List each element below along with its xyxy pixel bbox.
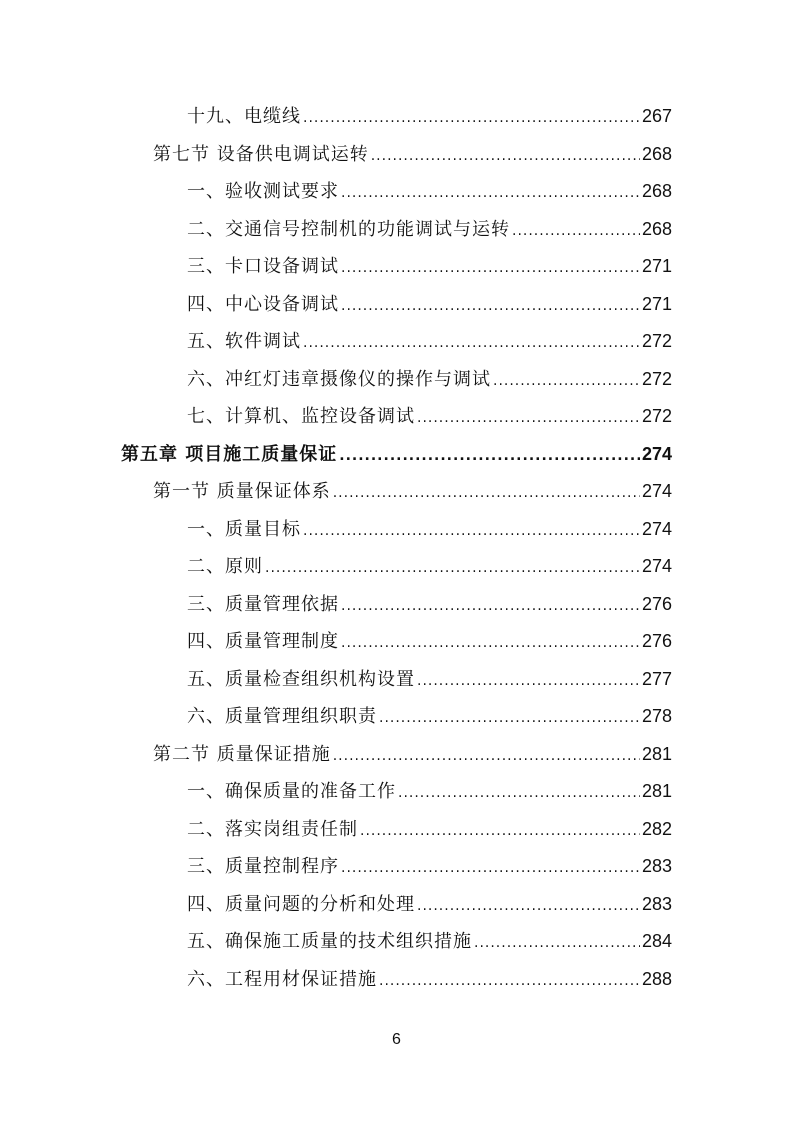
toc-entry-page: 281 [641, 743, 672, 764]
toc-entry[interactable] [153, 139, 672, 169]
toc-entry-page: 272 [641, 331, 672, 351]
toc-entry-page: 267 [641, 106, 672, 126]
toc-entry-page: 288 [641, 968, 672, 989]
toc-entry-label: 第七节 设备供电调试运转 [153, 143, 369, 165]
toc-entry-page: 274 [641, 481, 672, 501]
dot-leader [398, 778, 640, 808]
toc-entry-label: 四、质量问题的分析和处理 [187, 893, 415, 915]
dot-leader [341, 853, 640, 883]
toc-entry[interactable] [187, 851, 672, 881]
dot-leader [379, 966, 640, 996]
toc-entry-chapter[interactable] [121, 439, 672, 469]
dot-leader [341, 628, 640, 658]
toc-entry-label: 四、中心设备调试 [187, 293, 339, 315]
toc-entry[interactable] [187, 401, 672, 431]
toc-entry-label: 七、计算机、监控设备调试 [187, 406, 415, 427]
dot-leader [512, 216, 640, 246]
dot-leader [417, 891, 640, 921]
toc-entry[interactable] [187, 626, 672, 656]
toc-entry-page: 284 [641, 931, 672, 951]
dot-leader [333, 478, 640, 508]
toc-entry-label: 第五章 项目施工质量保证 [121, 443, 338, 465]
page-number: 6 [392, 1031, 401, 1048]
toc-entry-label: 十九、电缆线 [187, 106, 301, 127]
toc-entry-page: 278 [641, 706, 672, 726]
dot-leader [341, 178, 640, 208]
toc-entry-label: 二、落实岗组责任制 [187, 818, 358, 840]
toc-entry-label: 五、软件调试 [187, 331, 301, 352]
dot-leader [303, 328, 640, 358]
dot-leader [360, 816, 640, 846]
toc-entry-label: 六、冲红灯违章摄像仪的操作与调试 [187, 368, 491, 390]
toc-entry[interactable] [187, 251, 672, 281]
toc-entry-page: 274 [641, 556, 672, 576]
toc-entry[interactable] [187, 701, 672, 731]
dot-leader [379, 703, 640, 733]
toc-entry[interactable] [187, 664, 672, 694]
toc-entry[interactable] [187, 101, 672, 131]
toc-entry-page: 274 [641, 443, 672, 464]
toc-entry-page: 276 [641, 631, 672, 651]
toc-entry[interactable] [187, 814, 672, 844]
toc-entry[interactable] [187, 889, 672, 919]
toc-entry[interactable] [187, 326, 672, 356]
toc-entry[interactable] [187, 964, 672, 994]
toc-entry-page: 268 [641, 143, 672, 164]
dot-leader [371, 141, 640, 171]
toc-entry[interactable] [187, 214, 672, 244]
toc-entry[interactable] [187, 364, 672, 394]
toc-entry[interactable] [187, 926, 672, 956]
dot-leader [265, 553, 640, 583]
toc-entry-label: 二、原则 [187, 556, 263, 577]
toc-entry[interactable] [187, 551, 672, 581]
toc-entry-label: 四、质量管理制度 [187, 631, 339, 652]
toc-entry-label: 三、质量管理依据 [187, 593, 339, 615]
toc-entry-label: 第一节 质量保证体系 [153, 481, 331, 502]
toc-entry-page: 268 [641, 218, 672, 239]
toc-entry-page: 271 [641, 256, 672, 276]
dot-leader [341, 291, 640, 321]
toc-entry-label: 第二节 质量保证措施 [153, 743, 331, 765]
toc-entry[interactable] [187, 514, 672, 544]
toc-entry-page: 272 [641, 368, 672, 389]
toc-entry-label: 六、质量管理组织职责 [187, 706, 377, 727]
dot-leader [303, 103, 640, 133]
dot-leader [417, 666, 640, 696]
toc-entry-page: 268 [641, 181, 672, 201]
toc-entry-label: 六、工程用材保证措施 [187, 968, 377, 990]
dot-leader [341, 591, 640, 621]
toc-entry-label: 一、确保质量的准备工作 [187, 781, 396, 802]
toc-entry-label: 五、质量检查组织机构设置 [187, 668, 415, 690]
toc-entry-page: 274 [641, 518, 672, 539]
toc-entry-page: 272 [641, 406, 672, 426]
toc-entry-label: 三、质量控制程序 [187, 856, 339, 877]
toc-entry-label: 二、交通信号控制机的功能调试与运转 [187, 218, 510, 240]
toc-entry-label: 三、卡口设备调试 [187, 256, 339, 277]
toc-entry[interactable] [187, 776, 672, 806]
toc-entry[interactable] [187, 176, 672, 206]
dot-leader [339, 441, 640, 471]
toc-entry-page: 277 [641, 668, 672, 689]
toc-entry[interactable] [187, 589, 672, 619]
dot-leader [417, 403, 640, 433]
toc-entry[interactable] [187, 289, 672, 319]
toc-entry-page: 281 [641, 781, 672, 801]
toc-entry-label: 一、验收测试要求 [187, 181, 339, 202]
toc-entry-label: 五、确保施工质量的技术组织措施 [187, 931, 472, 952]
toc-entry-page: 283 [641, 856, 672, 876]
dot-leader [303, 516, 640, 546]
dot-leader [493, 366, 640, 396]
toc-entry[interactable] [153, 739, 672, 769]
dot-leader [474, 928, 640, 958]
toc-entry-page: 271 [641, 293, 672, 314]
toc-entry[interactable] [153, 476, 672, 506]
toc-entry-page: 283 [641, 893, 672, 914]
dot-leader [341, 253, 640, 283]
toc-entry-page: 282 [641, 818, 672, 839]
toc-entry-label: 一、质量目标 [187, 518, 301, 540]
dot-leader [333, 741, 640, 771]
toc-entry-page: 276 [641, 593, 672, 614]
